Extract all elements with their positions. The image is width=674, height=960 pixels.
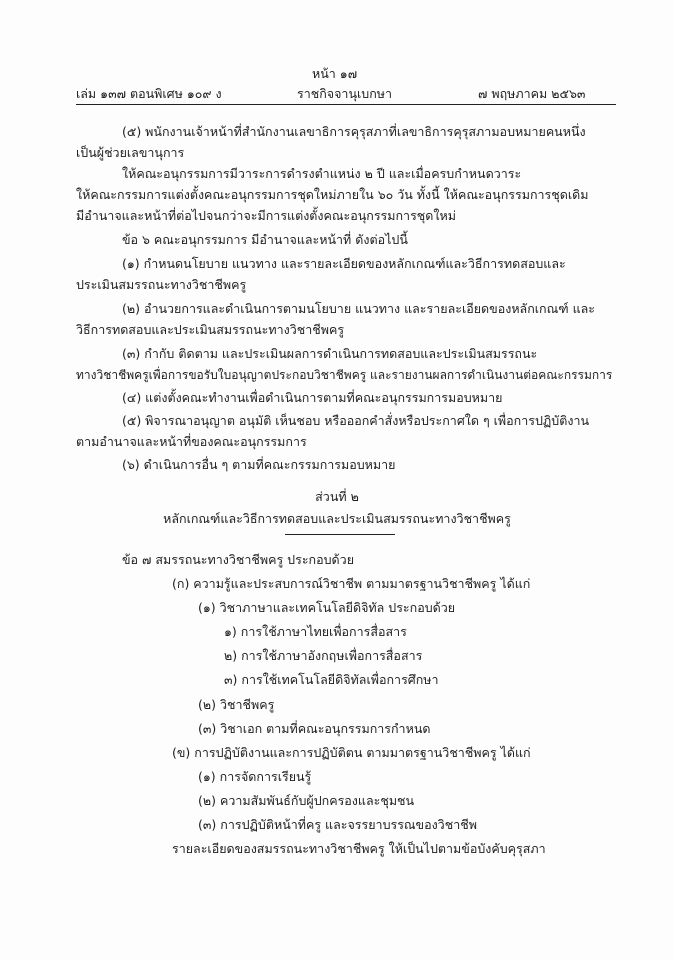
list-item: (๑) วิชาภาษาและเทคโนโลยีดิจิทัล ประกอบด้วย: [198, 600, 456, 615]
paragraph-line: เป็นผู้ช่วยเลขานุการ: [76, 145, 185, 160]
paragraph-line: ให้คณะกรรมการแต่งตั้งคณะอนุกรรมการชุดใหม่ภายใน ๖๐ วัน ทั้งนี้ ให้คณะอนุกรรมการชุดเดิม: [76, 187, 589, 202]
list-item: ๒) การใช้ภาษาอังกฤษเพื่อการสื่อสาร: [224, 648, 423, 663]
page-number: หน้า ๑๗: [312, 66, 358, 81]
header-divider: [76, 104, 616, 105]
gazette-date: ๗ พฤษภาคม ๒๕๖๓: [478, 86, 586, 101]
paragraph-line: มีอำนาจและหน้าที่ต่อไปจนกว่าจะมีการแต่งตั้งคณะอนุกรรมการชุดใหม่: [76, 208, 456, 223]
paragraph-line: (๔) แต่งตั้งคณะทำงานเพื่อดำเนินการตามที่คณะอนุกรรมการมอบหมาย: [122, 390, 503, 405]
list-item: (๓) การปฏิบัติหน้าที่ครู และจรรยาบรรณของวิชาชีพ: [198, 817, 477, 832]
paragraph-line: ประเมินสมรรถนะทางวิชาชีพครู: [76, 277, 247, 292]
paragraph-line: ทางวิชาชีพครูเพื่อการขอรับใบอนุญาตประกอบวิชาชีพครู และรายงานผลการดำเนินงานต่อคณะกรรมการ: [76, 368, 613, 382]
gazette-name: ราชกิจจานุเบกษา: [297, 86, 393, 101]
section-title: หลักเกณฑ์และวิธีการทดสอบและประเมินสมรรถนะทางวิชาชีพครู: [163, 511, 511, 526]
paragraph-line: (๓) กำกับ ติดตาม และประเมินผลการดำเนินการทดสอบและประเมินสมรรถนะ: [122, 346, 538, 361]
paragraph-line: (๕) พิจารณาอนุญาต อนุมัติ เห็นชอบ หรือออกคำสั่งหรือประกาศใด ๆ เพื่อการปฏิบัติงาน: [122, 413, 590, 428]
paragraph-line: ตามอำนาจและหน้าที่ของคณะอนุกรรมการ: [76, 434, 307, 449]
list-item: (ก) ความรู้และประสบการณ์วิชาชีพ ตามมาตรฐานวิชาชีพครู ได้แก่: [172, 576, 531, 591]
list-item: ๓) การใช้เทคโนโลยีดิจิทัลเพื่อการศึกษา: [224, 672, 439, 687]
section-divider: [285, 534, 395, 535]
list-item: ๑) การใช้ภาษาไทยเพื่อการสื่อสาร: [224, 624, 407, 639]
paragraph-line: (๖) ดำเนินการอื่น ๆ ตามที่คณะกรรมการมอบหมาย: [122, 457, 396, 472]
list-item: (ข) การปฏิบัติงานและการปฏิบัติตน ตามมาตรฐานวิชาชีพครู ได้แก่: [172, 745, 531, 760]
clause-heading: ข้อ ๗ สมรรถนะทางวิชาชีพครู ประกอบด้วย: [122, 552, 355, 567]
gazette-volume: เล่ม ๑๓๗ ตอนพิเศษ ๑๐๙ ง: [76, 86, 222, 101]
paragraph-line: (๕) พนักงานเจ้าหน้าที่สำนักงานเลขาธิการคุรุสภาที่เลขาธิการคุรุสภามอบหมายคนหนึ่ง: [122, 124, 586, 139]
paragraph-line: ให้คณะอนุกรรมการมีวาระการดำรงตำแหน่ง ๒ ปี และเมื่อครบกำหนดวาระ: [122, 166, 522, 181]
list-item: (๒) ความสัมพันธ์กับผู้ปกครองและชุมชน: [198, 793, 415, 808]
list-item: (๓) วิชาเอก ตามที่คณะอนุกรรมการกำหนด: [198, 721, 431, 736]
clause-heading: ข้อ ๖ คณะอนุกรรมการ มีอำนาจและหน้าที่ ดังต่อไปนี้: [122, 232, 408, 247]
paragraph-line: (๒) อำนวยการและดำเนินการตามนโยบาย แนวทาง และรายละเอียดของหลักเกณฑ์ และ: [122, 301, 596, 316]
paragraph-line: วิธีการทดสอบและประเมินสมรรถนะทางวิชาชีพครู: [76, 322, 345, 337]
section-number: ส่วนที่ ๒: [315, 489, 359, 504]
list-item: (๒) วิชาชีพครู: [198, 697, 275, 712]
paragraph-line: รายละเอียดของสมรรถนะทางวิชาชีพครู ให้เป็นไปตามข้อบังคับคุรุสภา: [172, 841, 546, 856]
paragraph-line: (๑) กำหนดนโยบาย แนวทาง และรายละเอียดของหลักเกณฑ์และวิธีการทดสอบและ: [122, 256, 566, 271]
list-item: (๑) การจัดการเรียนรู้: [198, 769, 312, 784]
